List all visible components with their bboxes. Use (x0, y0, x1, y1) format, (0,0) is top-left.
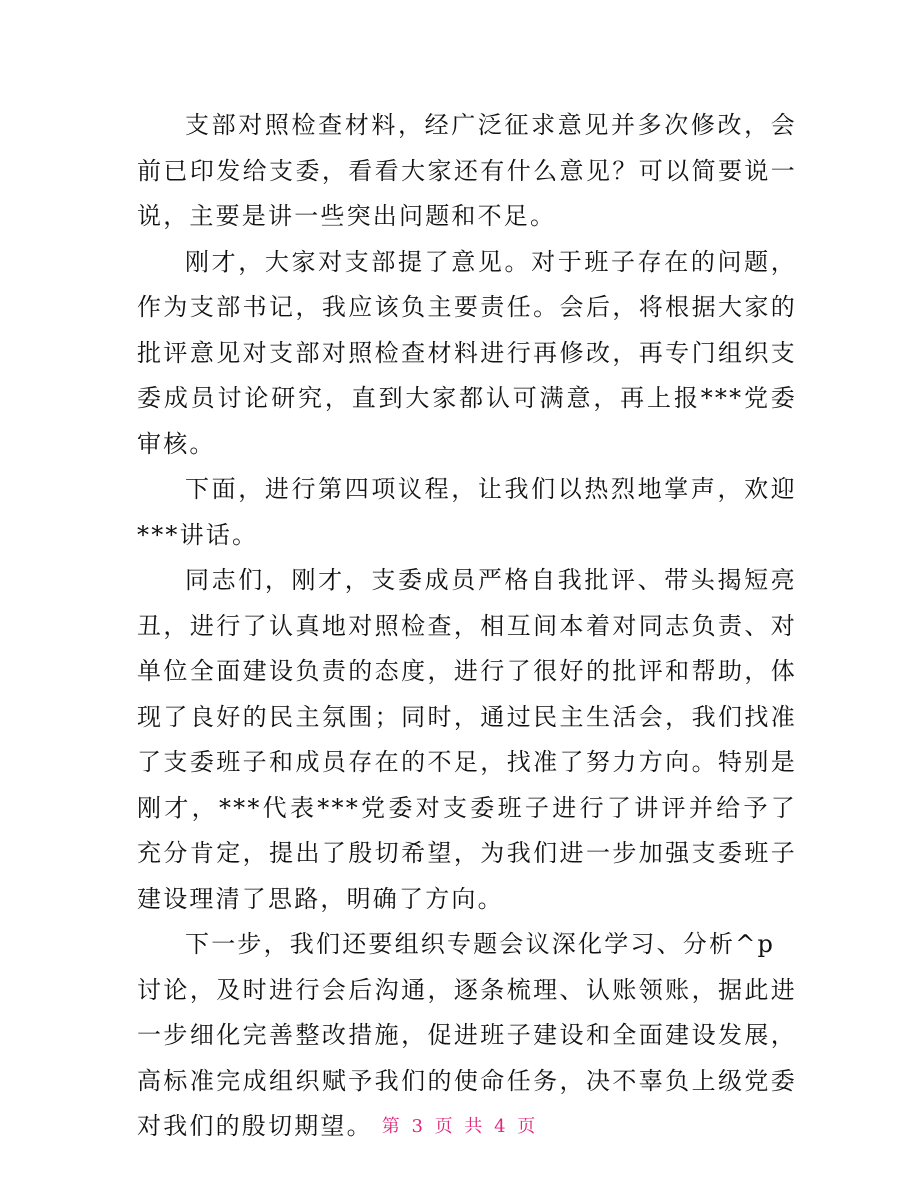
paragraph-1: 支部对照检查材料，经广泛征求意见并多次修改，会前已印发给支委，看看大家还有什么意见？可以简要说一说，主要是讲一些突出问题和不足。 (137, 111, 797, 230)
paragraph-3: 下面，进行第四项议程，让我们以热烈地掌声，欢迎***讲话。 (137, 475, 797, 549)
paragraph-6: 讨论，及时进行会后沟通，逐条梳理、认账领账，据此进一步细化完善整改措施，促进班子建设和全面建设发展，高标准完成组织赋予我们的使命任务，决不辜负上级党委对我们的殷切期望。 (137, 975, 797, 1140)
paragraph-2: 刚才，大家对支部提了意见。对于班子存在的问题，作为支部书记，我应该负主要责任。会后，将根据大家的批评意见对支部对照检查材料进行再修改，再专门组织支委成员讨论研究，直到大家都认可满意，再上报***党委审核。 (137, 247, 797, 458)
page-number-footer: 第 3 页 共 4 页 (381, 1116, 539, 1137)
paragraph-4: 同志们，刚才，支委成员严格自我批评、带头揭短亮丑，进行了认真地对照检查，相互间本着对同志负责、对单位全面建设负责的态度，进行了很好的批评和帮助，体现了良好的民主氛围；同时，通过民主生活会，我们找准了支委班子和成员存在的不足，找准了努力方向。特别是刚才，***代表***党委对支委班子进行了讲评并给予了充分肯定，提出了殷切希望，为我们进一步加强支委班子建设理清了思路，明确了方向。 (137, 566, 797, 913)
document-body (137, 103, 797, 1150)
paragraph-5: 下一步，我们还要组织专题会议深化学习、分析^p (185, 930, 776, 958)
